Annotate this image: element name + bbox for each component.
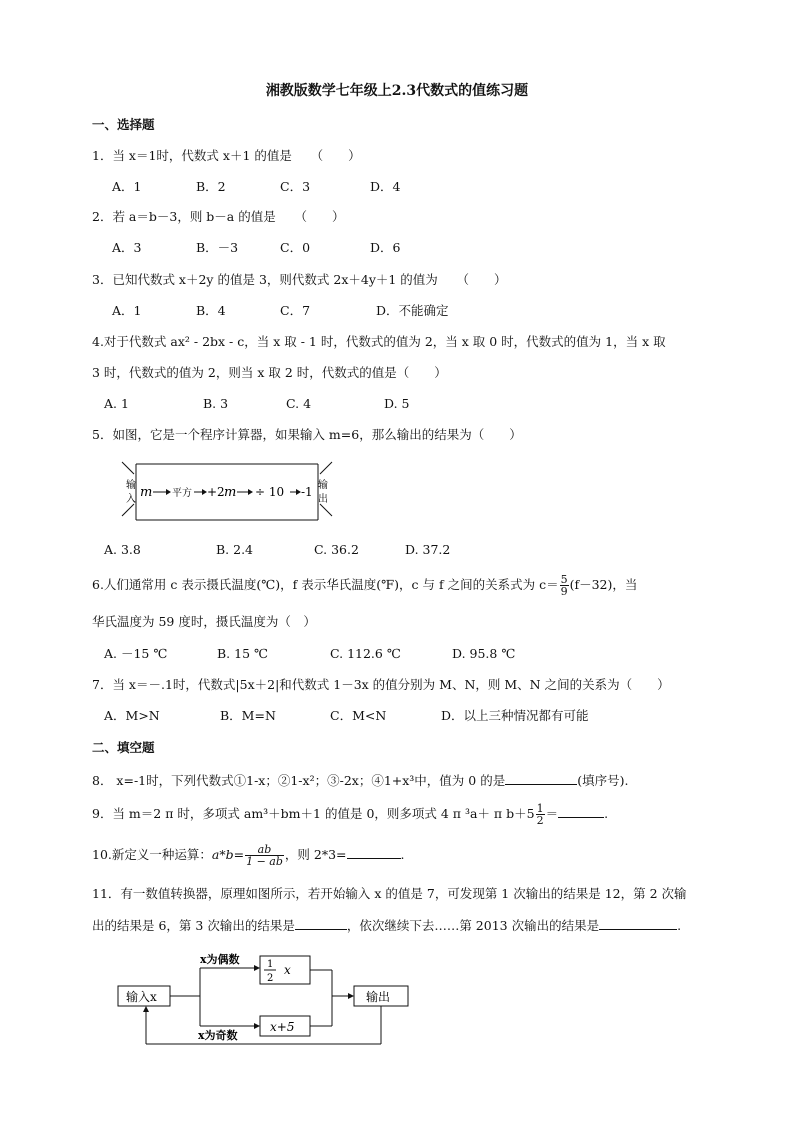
question-1-option-b: B．2 bbox=[196, 179, 226, 194]
answer-blank-10[interactable] bbox=[347, 846, 401, 859]
question-6-option-d: D. 95.8 ℃ bbox=[452, 646, 516, 661]
half-numerator: 1 bbox=[267, 959, 274, 970]
question-4-option-d: D. 5 bbox=[384, 396, 410, 411]
question-5-option-b: B. 2.4 bbox=[216, 542, 254, 557]
half-x: x bbox=[284, 963, 291, 977]
question-7-option-a: A．M>N bbox=[104, 708, 160, 723]
fraction-denominator: 2 bbox=[536, 814, 544, 827]
odd-branch-label: x为奇数 bbox=[198, 1029, 238, 1042]
question-3-option-c: C．7 bbox=[280, 303, 311, 318]
question-2-option-d: D．6 bbox=[370, 240, 401, 255]
question-6-option-b: B. 15 ℃ bbox=[217, 646, 268, 661]
question-7-option-b: B．M=N bbox=[220, 708, 276, 723]
answer-blank-8[interactable] bbox=[505, 772, 577, 785]
step-divide-10: ÷ 10 bbox=[255, 485, 285, 499]
arrow-icon bbox=[348, 993, 354, 999]
question-1-option-d: D．4 bbox=[370, 179, 401, 194]
arrow-icon bbox=[248, 489, 253, 495]
arrow-icon bbox=[143, 1006, 149, 1012]
number-converter-diagram bbox=[110, 950, 420, 1050]
step-plus-2: +2 bbox=[207, 485, 225, 499]
answer-blank-11b[interactable] bbox=[599, 917, 677, 930]
answer-blank-11a[interactable] bbox=[295, 917, 347, 930]
fraction-numerator: 1 bbox=[536, 802, 544, 815]
question-3-option-d: D．不能确定 bbox=[376, 303, 449, 318]
question-4-option-b: B. 3 bbox=[203, 396, 229, 411]
question-3-stem: 3．已知代数式 x＋2y 的值是 3，则代数式 2x＋4y＋1 的值为 （ ） bbox=[92, 272, 507, 287]
question-5-option-d: D. 37.2 bbox=[405, 542, 451, 557]
question-3-option-b: B．4 bbox=[196, 303, 226, 318]
half-denominator: 2 bbox=[267, 973, 274, 984]
question-10-period: . bbox=[400, 847, 405, 862]
output-label-1: 输 bbox=[318, 480, 328, 491]
question-1-stem: 1．当 x＝1时，代数式 x＋1 的值是 （ ） bbox=[92, 148, 361, 163]
question-6-text-b: (f－32)，当 bbox=[569, 577, 638, 592]
arrow-icon bbox=[254, 1023, 260, 1029]
even-branch-label: x为偶数 bbox=[200, 953, 240, 966]
question-7-stem: 7．当 x＝－.1时，代数式|5x＋2|和代数式 1－3x 的值分别为 M、N，则 M、N 之间的关系为（ ） bbox=[92, 677, 670, 692]
section-heading-choice: 一、选择题 bbox=[92, 117, 155, 132]
input-label-2: 入 bbox=[126, 494, 136, 505]
question-11-text-a: 出的结果是 6，第 3 次输出的结果是 bbox=[92, 918, 295, 933]
question-11-text-b: ，依次继续下去……第 2013 次输出的结果是 bbox=[346, 918, 600, 933]
output-label-2: 出 bbox=[318, 494, 328, 505]
input-x-label: 输入x bbox=[126, 990, 157, 1004]
question-9 bbox=[92, 803, 608, 826]
question-6-line-2: 华氏温度为 59 度时，摄氏温度为（ ） bbox=[92, 614, 316, 629]
question-9-period: . bbox=[604, 806, 609, 821]
question-10 bbox=[92, 844, 404, 867]
section-heading-fill: 二、填空题 bbox=[92, 740, 155, 755]
question-1-option-a: A．1 bbox=[112, 179, 142, 194]
question-6-option-a: A. －15 ℃ bbox=[104, 646, 168, 661]
question-8 bbox=[92, 772, 628, 789]
question-10-text: 10.新定义一种运算： bbox=[92, 847, 212, 862]
output-label: 输出 bbox=[366, 990, 391, 1004]
question-3-option-a: A．1 bbox=[112, 303, 142, 318]
question-10-text-b: ，则 2*3= bbox=[284, 847, 347, 862]
fraction-denominator: 9 bbox=[560, 585, 568, 598]
question-8-suffix: (填序号). bbox=[577, 773, 629, 788]
question-6-line-1 bbox=[92, 574, 637, 597]
question-6-text-a: 6.人们通常用 c 表示摄氏温度(℃)，f 表示华氏温度(℉)，c 与 f 之间的关系式为 c＝ bbox=[92, 577, 559, 592]
question-2-stem: 2．若 a＝b－3，则 b－a 的值是 （ ） bbox=[92, 209, 345, 224]
fraction-ab bbox=[245, 844, 284, 867]
question-5-stem: 5．如图，它是一个程序计算器，如果输入 m=6，那么输出的结果为（ ） bbox=[92, 427, 522, 442]
fraction-denominator: 1 − ab bbox=[246, 855, 283, 868]
question-9-text: 9．当 m＝2 π 时，多项式 am³＋bm＋1 的值是 0，则多项式 4 π ³a＋ π b＋5 bbox=[92, 806, 535, 821]
question-7-option-d: D．以上三种情况都有可能 bbox=[441, 708, 589, 723]
fraction-5-9 bbox=[560, 574, 569, 597]
fraction-numerator: 5 bbox=[560, 573, 568, 586]
program-calculator-diagram bbox=[118, 458, 338, 528]
question-6-option-c: C. 112.6 ℃ bbox=[330, 646, 401, 661]
variable-m-2: m bbox=[224, 485, 237, 500]
question-9-equals: ＝ bbox=[545, 806, 559, 821]
question-4-option-c: C. 4 bbox=[286, 396, 312, 411]
variable-m: m bbox=[140, 485, 153, 500]
question-11-line-2 bbox=[92, 917, 681, 934]
question-11-period: . bbox=[677, 918, 682, 933]
step-minus-1: -1 bbox=[301, 485, 313, 499]
arrow-icon bbox=[254, 965, 260, 971]
fraction-1-2 bbox=[536, 803, 545, 826]
question-2-option-b: B．－3 bbox=[196, 240, 239, 255]
x-plus-5: x+5 bbox=[270, 1020, 295, 1034]
arrow-icon bbox=[166, 489, 171, 495]
question-5-option-a: A. 3.8 bbox=[104, 542, 141, 557]
question-7-option-c: C．M<N bbox=[330, 708, 387, 723]
step-square: 平方 bbox=[172, 488, 192, 499]
question-4-line-2: 3 时，代数式的值为 2，则当 x 取 2 时，代数式的值是（ ） bbox=[92, 365, 447, 380]
question-5-option-c: C. 36.2 bbox=[314, 542, 359, 557]
page-title: 湘教版数学七年级上2.3代数式的值练习题 bbox=[265, 83, 529, 99]
question-8-text: 8． x=-1时，下列代数式①1-x；②1-x²；③-2x；④1+x³中，值为 0 的是 bbox=[92, 773, 506, 788]
question-4-line-1: 4.对于代数式 ax² - 2bx - c，当 x 取 - 1 时，代数式的值为 2，当 x 取 0 时，代数式的值为 1，当 x 取 bbox=[92, 334, 666, 349]
question-2-option-a: A．3 bbox=[112, 240, 142, 255]
input-label-1: 输 bbox=[126, 480, 136, 491]
fraction-numerator: ab bbox=[245, 844, 284, 856]
question-4-option-a: A. 1 bbox=[104, 396, 129, 411]
answer-blank-9[interactable] bbox=[558, 805, 604, 818]
question-2-option-c: C．0 bbox=[280, 240, 311, 255]
question-1-option-c: C．3 bbox=[280, 179, 311, 194]
question-11-line-1: 11．有一数值转换器，原理如图所示，若开始输入 x 的值是 7，可发现第 1 次输出的结果是 12，第 2 次输 bbox=[92, 886, 687, 901]
question-10-operation: a*b= bbox=[211, 847, 245, 862]
